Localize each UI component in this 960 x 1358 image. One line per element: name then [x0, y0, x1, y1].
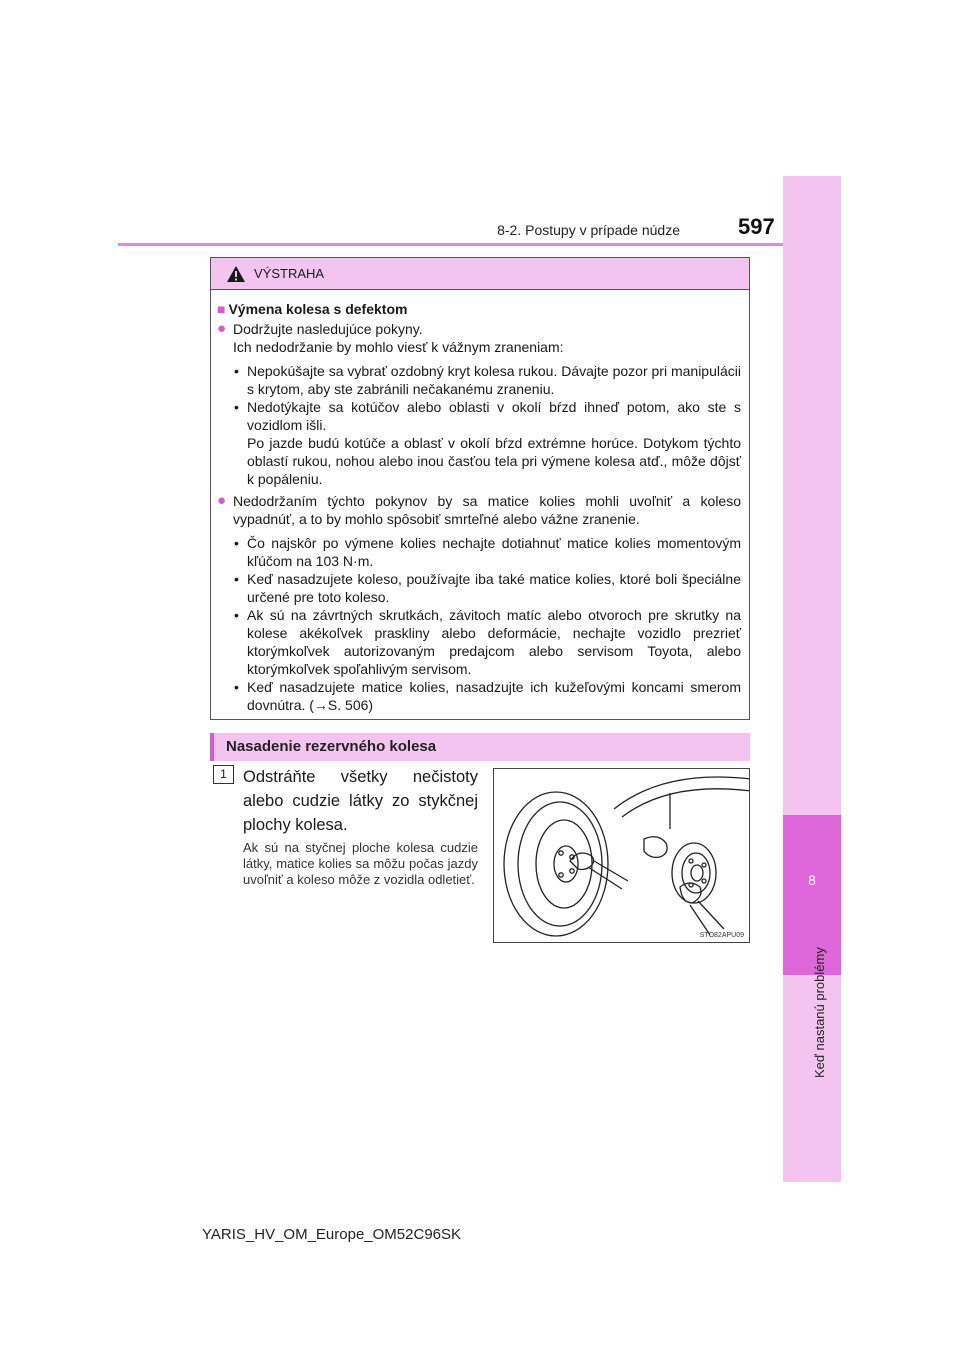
circle-bullet-icon: ● — [217, 320, 227, 337]
warning-heading — [217, 300, 741, 318]
step-instruction: Odstráňte všetky nečistoty alebo cudzie látky zo stykčnej plochy kolesa. — [243, 768, 478, 834]
warning-items — [217, 320, 741, 714]
bullet-list — [217, 534, 741, 714]
warning-box — [210, 257, 750, 720]
warning-body — [211, 290, 749, 714]
chapter-title-vertical: Keď nastanú problémy — [812, 947, 827, 1078]
bullet-mark: • — [234, 679, 239, 695]
warning-point-text: Nedodržaním týchto pokynov by sa matice kolies mohli uvoľniť a koleso vypadnúť, a to by mohlo spôsobiť smrteľné alebo vážne zranenie. — [233, 493, 741, 527]
bullet-mark: • — [234, 363, 239, 379]
warning-point — [217, 492, 741, 528]
warning-point — [217, 320, 741, 356]
bullet-item — [234, 534, 741, 570]
bullet-item — [234, 606, 741, 678]
circle-bullet-icon: ● — [217, 492, 227, 509]
bullet-text: Nedotýkajte sa kotúčov alebo oblasti v okolí bŕzd ihneď potom, ako ste s vozidlom išli. Po jazde budú kotúče a oblasť v okolí bŕzd extrémne horúce. Dotykom týchto oblastí rukou, nohou alebo inou časťou tela pri výmene kolesa atď., môže dôjsť k popáleniu. — [247, 399, 741, 487]
warning-title: VÝSTRAHA — [254, 266, 325, 281]
bullet-item — [234, 398, 741, 488]
wheel-illustration-drawing — [494, 769, 750, 943]
warning-point-text: Dodržujte nasledujúce pokyny. Ich nedodržanie by mohlo viesť k vážnym zraneniam: — [233, 321, 564, 355]
header-section-title: 8-2. Postupy v prípade núdze — [497, 222, 680, 238]
figure-code: STO82APU09 — [699, 932, 744, 939]
bullet-mark: • — [234, 571, 239, 587]
bullet-text: Čo najskôr po výmene kolies nechajte dotiahnuť matice kolies momentovým kľúčom na 103 N·m. — [247, 535, 741, 569]
warning-triangle-icon — [226, 265, 246, 283]
bullet-text: Ak sú na závrtných skrutkách, závitoch matíc alebo otvoroch pre skrutky na kolese akékoľvek praskliny alebo deformácie, nechajte vozidlo prezrieť ktorýmkoľvek autorizovaným predajcom alebo servisom Toyota, alebo ktorýmkoľvek spoľahlivým servisom. — [247, 607, 741, 677]
wheel-cleaning-illustration — [493, 768, 750, 943]
page-number: 597 — [738, 214, 775, 239]
square-bullet-icon: ■ — [217, 301, 226, 317]
bullet-mark: • — [234, 535, 239, 551]
warning-header — [211, 258, 749, 290]
bullet-list — [217, 362, 741, 488]
section-heading: Nasadenie rezervného kolesa — [210, 733, 750, 761]
header-divider — [118, 243, 784, 246]
bullet-item — [234, 570, 741, 606]
chapter-number-tab: 8 — [783, 815, 841, 975]
bullet-mark: • — [234, 399, 239, 415]
bullet-item — [234, 362, 741, 398]
bullet-text: Nepokúšajte sa vybrať ozdobný kryt kolesa rukou. Dávajte pozor pri manipulácii s krytom, aby ste zabránili nečakanému zraneniu. — [247, 363, 741, 397]
bullet-mark: • — [234, 607, 239, 623]
step-number: 1 — [213, 765, 234, 784]
bullet-text: Keď nasadzujete koleso, používajte iba také matice kolies, ktoré boli špeciálne určené pre toto koleso. — [247, 571, 741, 605]
warning-heading-text: Výmena kolesa s defektom — [228, 301, 408, 317]
bullet-text: Keď nasadzujete matice kolies, nasadzujte ich kužeľovými koncami smerom dovnútra. (→S. 506) — [247, 679, 741, 713]
step-note: Ak sú na styčnej ploche kolesa cudzie látky, matice kolies sa môžu počas jazdy uvoľniť a koleso môže z vozidla odletieť. — [243, 840, 478, 887]
document-id: YARIS_HV_OM_Europe_OM52C96SK — [202, 1226, 462, 1243]
bullet-item — [234, 678, 741, 714]
